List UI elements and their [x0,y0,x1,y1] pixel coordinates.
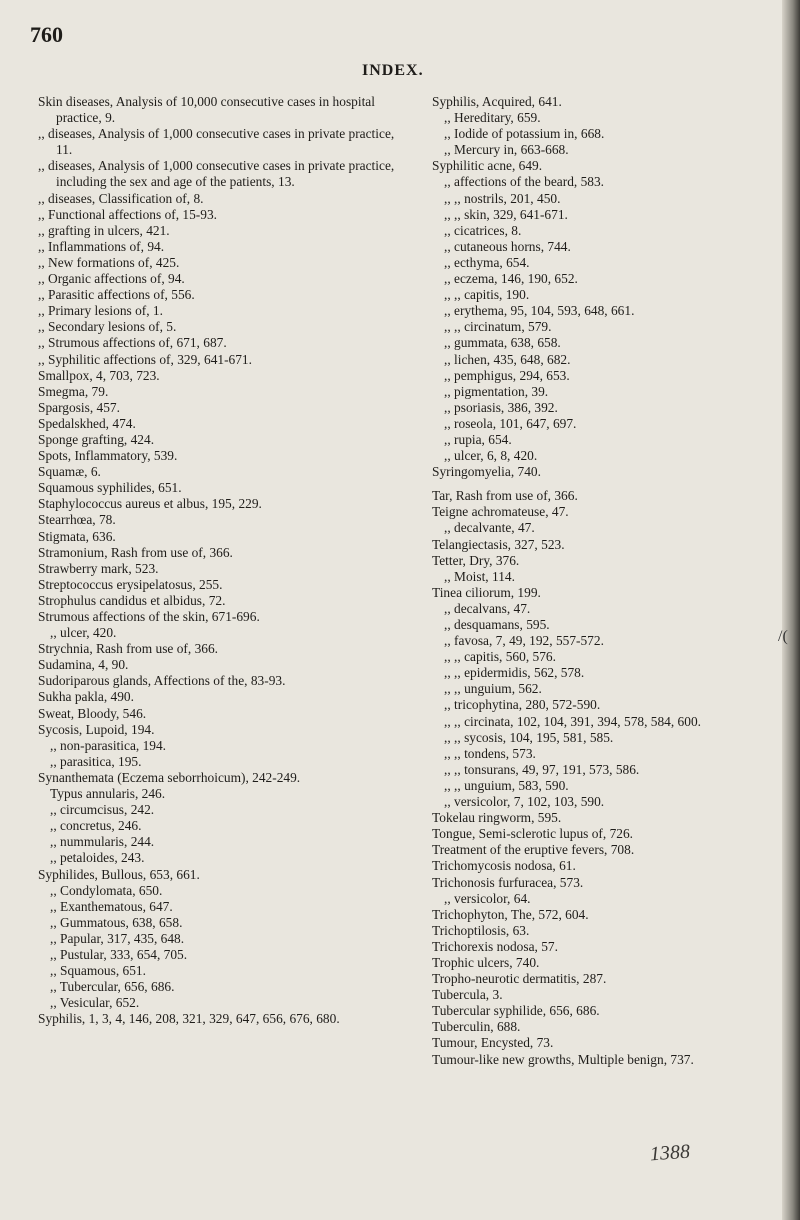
index-entry: Sudamina, 4, 90. [38,657,129,673]
index-entry: ,, Hereditary, 659. [444,110,541,126]
index-entry: ,, Syphilitic affections of, 329, 641-671. [38,351,252,367]
index-entry: ,, eczema, 146, 190, 652. [444,271,578,287]
page-number: 760 [30,22,63,47]
index-entry: ,, desquamans, 595. [444,617,550,632]
index-entry: ,, petaloides, 243. [50,850,145,866]
index-entry: ,, versicolor, 7, 102, 103, 590. [444,794,605,810]
index-entry: ,, ,, tonsurans, 49, 97, 191, 573, 586. [444,761,640,777]
index-entry: Trichoptilosis, 63. [432,922,530,938]
index-entry: Tropho-neurotic dermatitis, 287. [432,971,607,987]
index-entry: ,, ,, nostrils, 201, 450. [444,190,561,206]
index-entry: Spedalskhed, 474. [38,415,136,431]
index-entry: ,, ,, circinatum, 579. [444,319,552,335]
index-entry: ,, parasitica, 195. [50,753,142,769]
index-entry: Syphilis, 1, 3, 4, 146, 208, 321, 329, 647, 656, 676, 680. [38,1011,340,1027]
index-entry: ,, diseases, Analysis of 1,000 consecutive cases in private practice, including the sex and age of the patients, 13. [38,158,395,190]
index-entry: ,, gummata, 638, 658. [444,335,561,351]
index-entry: ,, decalvante, 47. [444,520,535,536]
index-entry: Sweat, Bloody, 546. [38,705,147,721]
index-entry: Squamæ, 6. [38,464,101,480]
index-entry: Treatment of the eruptive fevers, 708. [432,842,635,858]
index-entry: ,, Vesicular, 652. [50,995,140,1011]
index-entry: ,, Squamous, 651. [50,963,146,979]
index-entry: Tokelau ringworm, 595. [432,810,562,826]
index-entry: ,, ulcer, 6, 8, 420. [444,448,538,464]
index-entry: Stramonium, Rash from use of, 366. [38,544,233,560]
index-entry: ,, ,, capitis, 560, 576. [444,649,556,665]
index-entry: Sukha pakla, 490. [38,689,134,705]
index-entry: Stearrhœa, 78. [38,512,116,528]
index-entry: Tumour, Encysted, 73. [432,1035,554,1051]
index-entry: Trichorexis nodosa, 57. [432,938,558,954]
index-entry: Trophic ulcers, 740. [432,954,540,970]
index-entry: Tuberculin, 688. [432,1019,521,1035]
index-entry: ,, ,, tondens, 573. [444,745,536,761]
index-entry: ,, circumcisus, 242. [50,802,155,818]
index-entry: ,, Strumous affections of, 671, 687. [38,335,227,351]
index-entry: ,, ,, unguium, 562. [444,681,542,697]
index-entry: ,, Tubercular, 656, 686. [50,979,175,995]
index-entry: ,, rupia, 654. [444,431,512,447]
index-entry: ,, New formations of, 425. [38,254,180,270]
index-column-right [432,94,772,1068]
index-entry: ,, pemphigus, 294, 653. [444,367,570,383]
index-entry: ,, versicolor, 64. [444,890,531,906]
index-entry: Tetter, Dry, 376. [432,552,520,568]
index-entry: Skin diseases, Analysis of 10,000 consecutive cases in hospital practice, 9. [38,94,375,126]
index-entry: ,, cutaneous horns, 744. [444,238,571,254]
index-entry: ,, ,, skin, 329, 641-671. [444,206,568,222]
margin-mark: /( [778,628,788,645]
index-entry: Syringomyelia, 740. [432,464,541,480]
index-entry: ,, Functional affections of, 15-93. [38,206,218,222]
index-entry: ,, Exanthematous, 647. [50,898,173,914]
index-entry: ,, roseola, 101, 647, 697. [444,415,577,431]
index-entry: Tar, Rash from use of, 366. [432,488,578,504]
index-entry: ,, Parasitic affections of, 556. [38,287,195,303]
index-entry: Teigne achromateuse, 47. [432,504,569,520]
index-entry: ,, Iodide of potassium in, 668. [444,126,605,142]
index-entry: ,, ecthyma, 654. [444,254,530,270]
index-entry: ,, Secondary lesions of, 5. [38,319,177,335]
index-entry: Sponge grafting, 424. [38,431,155,447]
index-entry: Smallpox, 4, 703, 723. [38,367,160,383]
index-entry: Typus annularis, 246. [50,786,166,802]
index-entry: Syphilis, Acquired, 641. [432,94,562,109]
index-entry: Tinea ciliorum, 199. [432,584,541,600]
index-entry: Sudoriparous glands, Affections of the, 83-93. [38,673,286,689]
index-entry: ,, Gummatous, 638, 658. [50,914,183,930]
index-entry: Staphylococcus aureus et albus, 195, 229. [38,496,262,512]
index-entry: ,, nummularis, 244. [50,834,155,850]
index-column-left [38,94,408,1027]
index-entry: ,, psoriasis, 386, 392. [444,399,558,415]
index-entry: Trichonosis furfuracea, 573. [432,874,584,890]
index-entry: ,, Organic affections of, 94. [38,271,185,287]
index-entry: Sycosis, Lupoid, 194. [38,721,155,737]
running-head: INDEX. [362,62,424,79]
index-entry: Tubercula, 3. [432,987,503,1003]
index-entry: ,, tricophytina, 280, 572-590. [444,697,601,713]
index-entry: ,, ,, sycosis, 104, 195, 581, 585. [444,729,614,745]
index-entry: ,, ,, capitis, 190. [444,287,530,303]
index-entry: Tubercular syphilide, 656, 686. [432,1003,600,1019]
index-entry: Strumous affections of the skin, 671-696. [38,609,260,624]
index-entry: Tumour-like new growths, Multiple benign, 737. [432,1051,694,1067]
index-entry: ,, concretus, 246. [50,818,142,834]
index-entry: ,, non-parasitica, 194. [50,737,167,753]
index-entry: ,, Papular, 317, 435, 648. [50,930,185,946]
index-entry: ,, diseases, Analysis of 1,000 consecutive cases in private practice, 11. [38,126,395,158]
index-entry: Synanthemata (Eczema seborrhoicum), 242-249. [38,769,301,785]
index-entry: ,, affections of the beard, 583. [444,174,605,190]
index-entry: Streptococcus erysipelatosus, 255. [38,576,223,592]
index-entry: ,, lichen, 435, 648, 682. [444,351,571,367]
index-entry: ,, Inflammations of, 94. [38,238,165,254]
index-entry: ,, diseases, Classification of, 8. [38,190,204,206]
index-entry: ,, pigmentation, 39. [444,383,549,399]
index-entry: ,, ,, circinata, 102, 104, 391, 394, 578, 584, 600. [444,713,701,729]
index-entry: Strychnia, Rash from use of, 366. [38,641,219,657]
index-entry: ,, ,, unguium, 583, 590. [444,777,569,793]
index-entry: ,, grafting in ulcers, 421. [38,222,170,238]
page-edge-shadow [782,0,800,1220]
index-entry: Telangiectasis, 327, 523. [432,536,565,552]
index-entry: Trichophyton, The, 572, 604. [432,906,589,922]
index-entry: Trichomycosis nodosa, 61. [432,858,576,874]
index-entry: ,, Condylomata, 650. [50,882,163,898]
index-entry: ,, Pustular, 333, 654, 705. [50,946,188,962]
index-entry: ,, erythema, 95, 104, 593, 648, 661. [444,303,635,319]
index-entry: Strawberry mark, 523. [38,560,159,576]
index-entry: Syphilides, Bullous, 653, 661. [38,866,200,882]
index-entry: ,, cicatrices, 8. [444,222,522,238]
index-entry: ,, Mercury in, 663-668. [444,142,569,158]
index-entry [432,480,772,488]
index-entry: Smegma, 79. [38,383,109,399]
index-entry: ,, ,, epidermidis, 562, 578. [444,665,585,681]
index-entry: Spots, Inflammatory, 539. [38,448,178,464]
index-entry: ,, decalvans, 47. [444,600,531,616]
index-entry: Stigmata, 636. [38,528,116,544]
index-entry: ,, ulcer, 420. [50,625,117,641]
index-entry: Syphilitic acne, 649. [432,158,543,174]
index-entry: Strophulus candidus et albidus, 72. [38,592,226,608]
handwritten-note: 1388 [649,1140,691,1166]
index-entry: Tongue, Semi-sclerotic lupus of, 726. [432,826,634,842]
index-entry: ,, favosa, 7, 49, 192, 557-572. [444,633,604,649]
index-entry: ,, Moist, 114. [444,568,515,584]
index-entry: Squamous syphilides, 651. [38,480,182,496]
index-entry: Spargosis, 457. [38,399,120,415]
index-entry: ,, Primary lesions of, 1. [38,303,163,319]
